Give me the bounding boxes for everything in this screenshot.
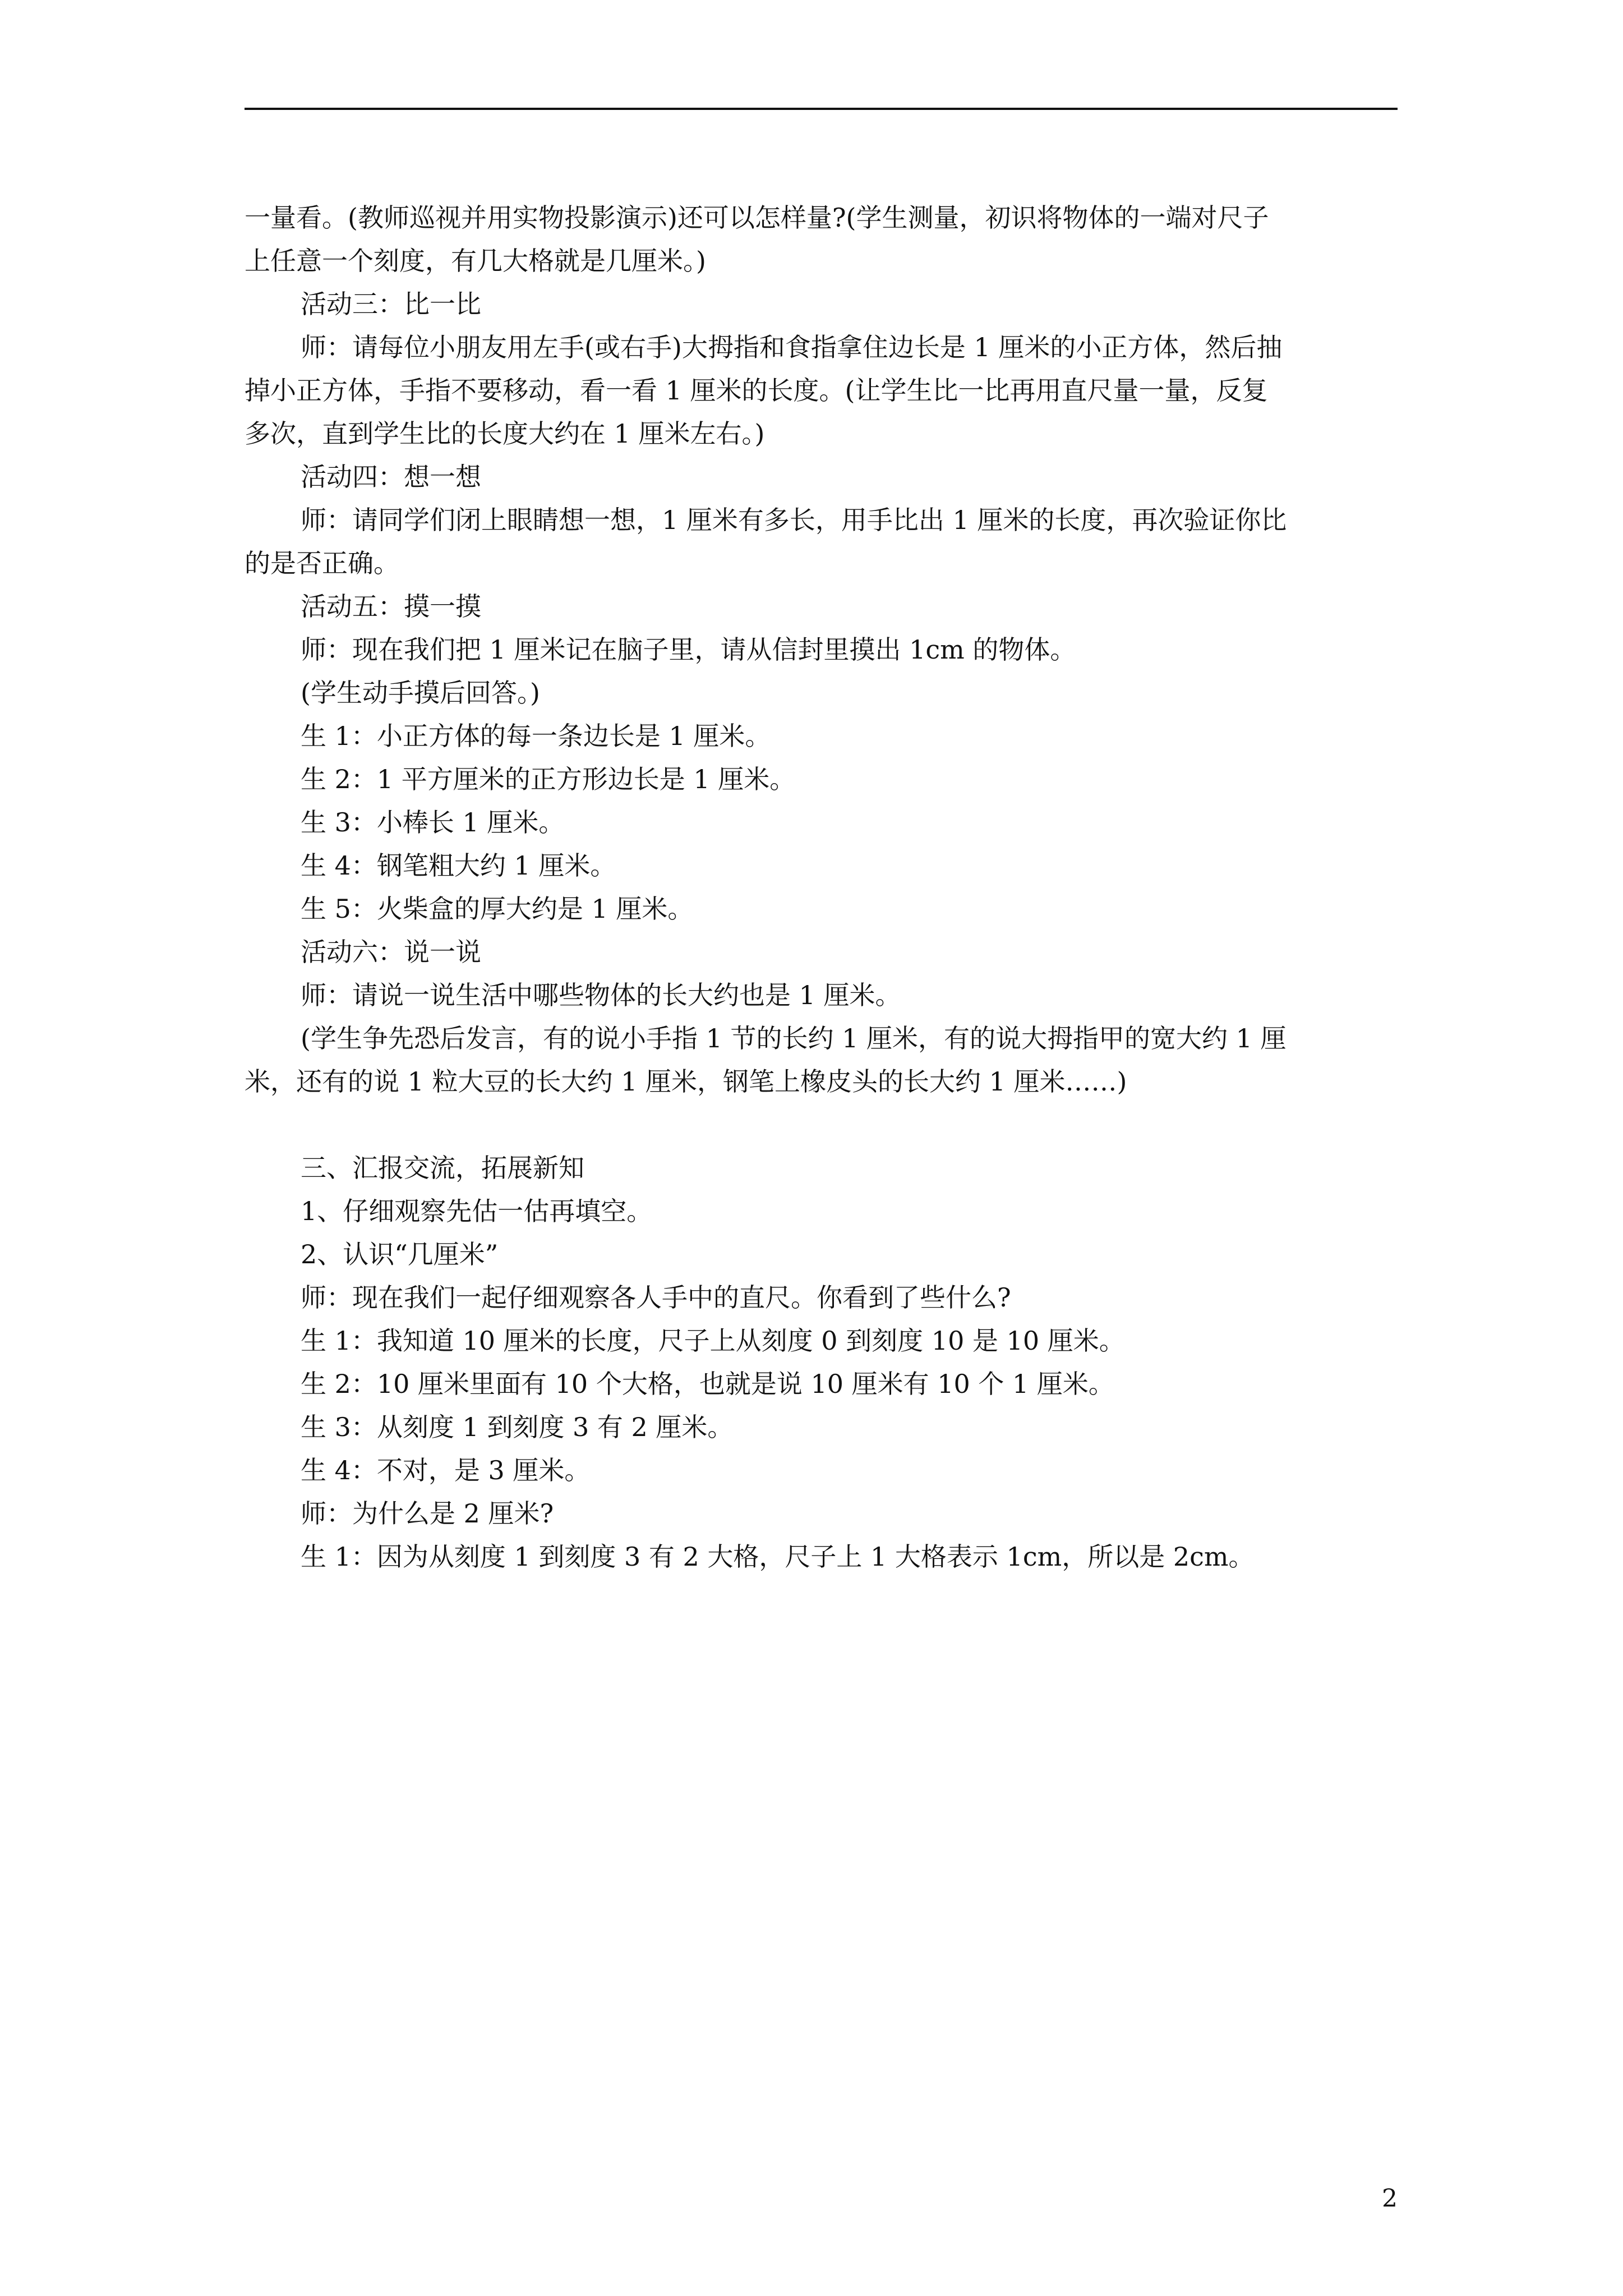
header-rule [245, 108, 1398, 110]
text-line: (学生争先恐后发言，有的说小手指 1 节的长约 1 厘米，有的说大拇指甲的宽大约 1 厘 [301, 1023, 1287, 1053]
text-line: 生 2：1 平方厘米的正方形边长是 1 厘米。 [301, 764, 796, 794]
text-line: 掉小正方体，手指不要移动，看一看 1 厘米的长度。(让学生比一比再用直尺量一量，反复 [245, 375, 1268, 406]
section-heading: 三、汇报交流，拓展新知 [301, 1153, 584, 1183]
text-line: 师：请每位小朋友用左手(或右手)大拇指和食指拿住边长是 1 厘米的小正方体，然后抽 [301, 332, 1283, 362]
text-line: (学生动手摸后回答。) [301, 678, 540, 708]
text-line: 生 3：小棒长 1 厘米。 [301, 807, 565, 838]
text-line: 师：现在我们把 1 厘米记在脑子里，请从信封里摸出 1cm 的物体。 [301, 634, 1076, 665]
text-line: 师：为什么是 2 厘米? [301, 1498, 554, 1529]
text-line: 生 5：火柴盒的厚大约是 1 厘米。 [301, 894, 694, 924]
text-line: 生 2：10 厘米里面有 10 个大格，也就是说 10 厘米有 10 个 1 厘米。 [301, 1369, 1114, 1399]
activity-heading: 活动三：比一比 [301, 289, 481, 319]
text-line: 生 4：钢笔粗大约 1 厘米。 [301, 850, 616, 881]
text-line: 生 4：不对，是 3 厘米。 [301, 1455, 591, 1485]
activity-heading: 活动五：摸一摸 [301, 591, 481, 622]
text-line: 一量看。(教师巡视并用实物投影演示)还可以怎样量?(学生测量，初识将物体的一端对尺子 [245, 203, 1269, 233]
text-line: 米，还有的说 1 粒大豆的长大约 1 厘米，钢笔上橡皮头的长大约 1 厘米……) [245, 1066, 1127, 1097]
page-number: 2 [1382, 2184, 1398, 2213]
text-line: 师：请同学们闭上眼睛想一想，1 厘米有多长，用手比出 1 厘米的长度，再次验证你比 [301, 505, 1287, 535]
text-line: 上任意一个刻度，有几大格就是几厘米。) [245, 246, 706, 276]
text-line: 生 3：从刻度 1 到刻度 3 有 2 厘米。 [301, 1412, 734, 1442]
text-line: 生 1：小正方体的每一条边长是 1 厘米。 [301, 721, 771, 751]
text-line: 生 1：因为从刻度 1 到刻度 3 有 2 大格，尺子上 1 大格表示 1cm，所以是 2cm。 [301, 1542, 1255, 1572]
activity-heading: 活动四：想一想 [301, 462, 481, 492]
text-line: 的是否正确。 [245, 548, 399, 578]
text-line: 多次，直到学生比的长度大约在 1 厘米左右。) [245, 418, 765, 449]
text-line: 师：现在我们一起仔细观察各人手中的直尺。你看到了些什么? [301, 1282, 1011, 1313]
document-body [245, 196, 1398, 1579]
text-line: 师：请说一说生活中哪些物体的长大约也是 1 厘米。 [301, 980, 901, 1010]
text-line: 生 1：我知道 10 厘米的长度，尺子上从刻度 0 到刻度 10 是 10 厘米。 [301, 1326, 1125, 1356]
text-line: 2、认识“几厘米” [301, 1239, 499, 1269]
text-line: 1、仔细观察先估一估再填空。 [301, 1196, 653, 1226]
paragraph-gap [245, 1103, 1398, 1147]
activity-heading: 活动六：说一说 [301, 937, 481, 967]
